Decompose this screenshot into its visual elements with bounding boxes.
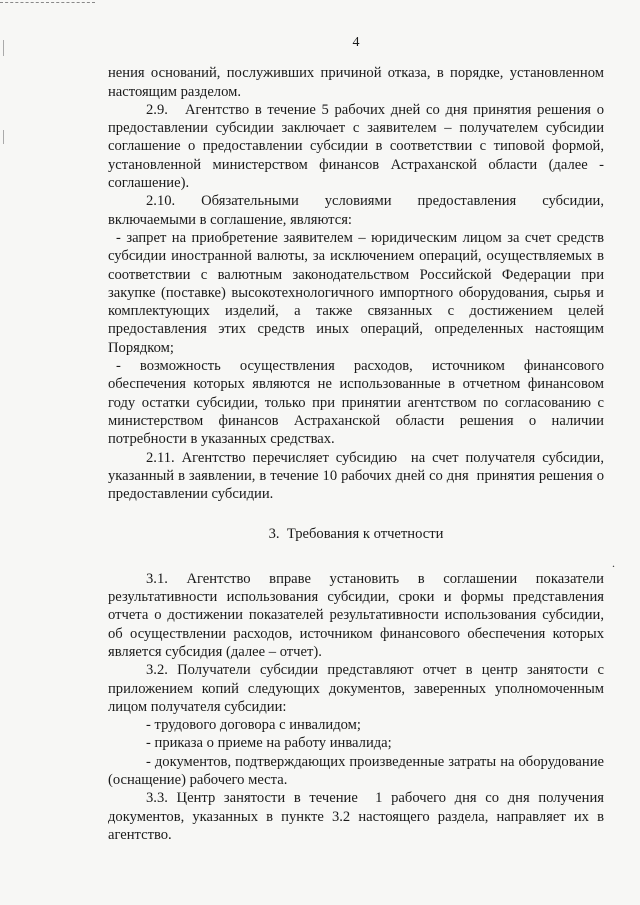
paragraph-3-3: 3.3. Центр занятости в течение 1 рабочего дня со дня получения документов, указанных в пункте 3.2 настоящего раздела, направляет их в агентство.: [108, 790, 604, 843]
margin-tick: [3, 130, 4, 144]
document-page: [108, 34, 604, 844]
scan-edge-mark: [0, 2, 95, 5]
condition-unused-balance: - возможность осуществления расходов, источником финансового обеспечения которых являются не использованные в отчетном финансовом году остатки субсидии, только при принятии агентством по согласованию с министерством финансов Астраханской области решения о наличии потребности в указанных средствах.: [108, 358, 604, 448]
paragraph-3-1: 3.1. Агентство вправе установить в соглашении показатели результативности использования субсидии, сроки и формы представления отчета о достижении показателей результативности использования субсидии, об осуществлении расходов, источником финансового обеспечения которых является субсидия (далее – отчет).: [108, 570, 604, 660]
list-item-expense-documents: - документов, подтверждающих произведенные затраты на оборудование (оснащение) рабочего места.: [108, 753, 604, 788]
paragraph-2-11: 2.11. Агентство перечисляет субсидию на счет получателя субсидии, указанный в заявлении, в течение 10 рабочих дней со дня принятия решения о предоставлении субсидии.: [108, 449, 604, 503]
page-number: 4: [352, 35, 360, 50]
condition-currency-ban: - запрет на приобретение заявителем – юридическим лицом за счет средств субсидии иностранной валюты, за исключением операций, осуществляемых в соответствии с валютным законодательством Российской Федерации при закупке (поставке) высокотехнологичного импортного оборудования, сырья и комплектующих изделий, а также связанных с достижением целей предоставления этих средств иных операций, определенных настоящим Порядком;: [108, 229, 604, 356]
paragraph-continuation: нения оснований, послуживших причиной отказа, в порядке, установленном настоящим разделом.: [108, 65, 604, 100]
paragraph-2-9: 2.9. Агентство в течение 5 рабочих дней со дня принятия решения о предоставлении субсидии заключает с заявителем – получателем субсидии соглашение о предоставлении субсидии в соответствии с типовой формой, установленной министерством финансов Астраханской области (далее - соглашение).: [108, 101, 604, 192]
stray-mark: .: [612, 556, 615, 570]
list-item-hiring-order: - приказа о приеме на работу инвалида;: [146, 735, 392, 752]
margin-tick: [3, 40, 4, 56]
section-3-heading: 3. Требования к отчетности: [268, 526, 444, 543]
list-item-labor-contract: - трудового договора с инвалидом;: [146, 717, 361, 734]
paragraph-3-2: 3.2. Получатели субсидии представляют отчет в центр занятости с приложением копий следующих документов, заверенных уполномоченным лицом получателя субсидии:: [108, 662, 604, 715]
paragraph-2-10: 2.10. Обязательными условиями предоставления субсидии, включаемыми в соглашение, являются:: [108, 193, 604, 228]
